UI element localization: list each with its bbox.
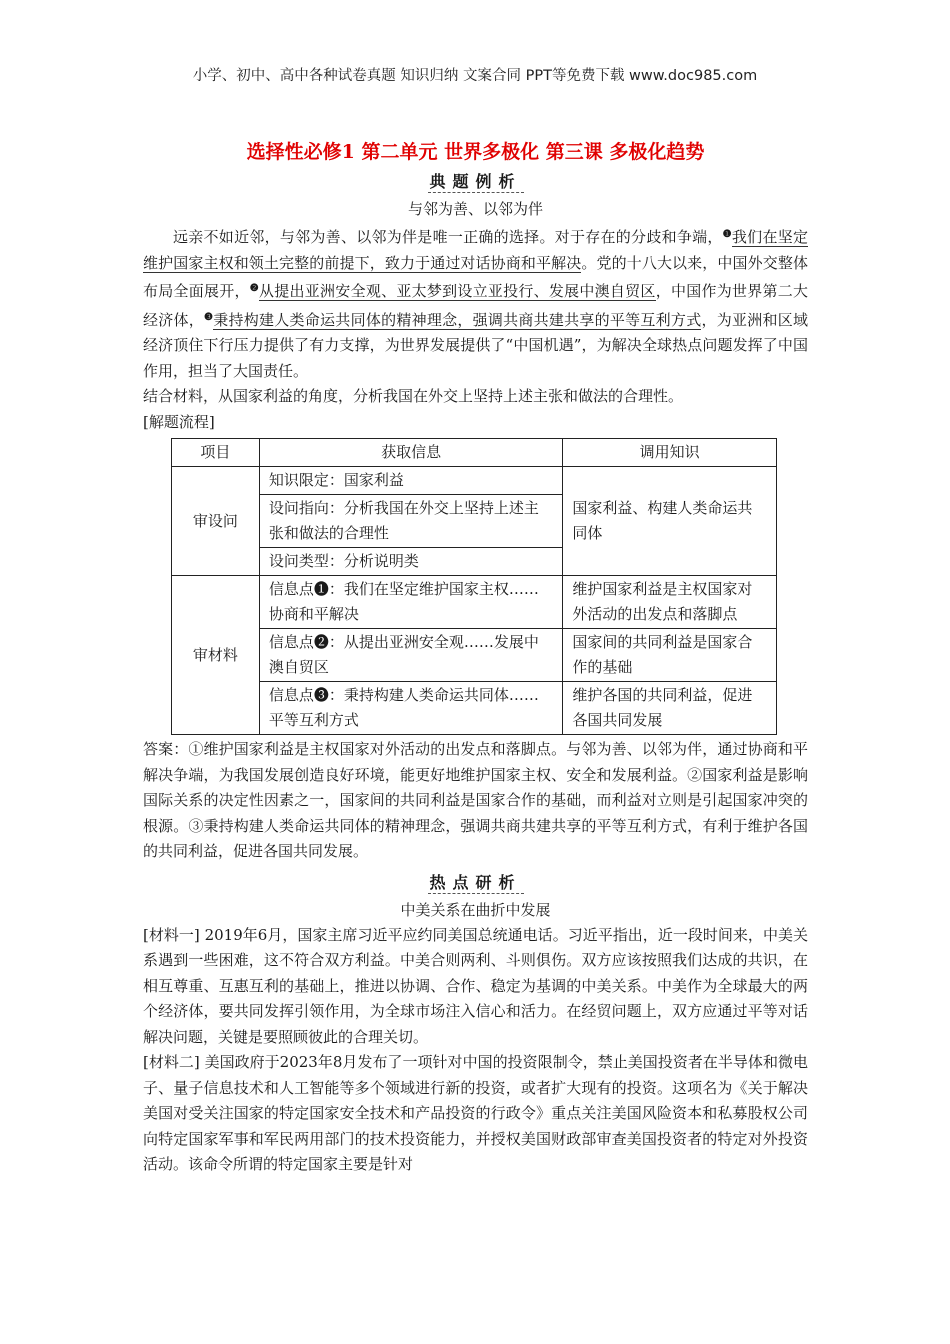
info-cell: 信息点❸：秉持构建人类命运共同体……平等互利方式 [259,682,562,735]
marker-2: ❷ [249,283,260,294]
knowledge-cell: 维护各国的共同利益，促进各国共同发展 [563,682,777,735]
material-one: [材料一] 2019年6月，国家主席习近平应约同美国总统通电话。习近平指出，近一段时间来，中美关系遇到一些困难，这不符合双方利益。中美合则两利、斗则俱伤。双方应该按照我们达成的共识，在相互尊重、互惠互利的基础上，推进以协调、合作、稳定为基调的中美关系。中美作为全球最大的两个经济体，要共同发挥引领作用，为全球市场注入信心和活力。在经贸问题上，双方应通过平等对话解决问题，关键是要照顾彼此的合理关切。 [143,925,808,1046]
answer-text: 答案：①维护国家利益是主权国家对外活动的出发点和落脚点。与邻为善、以邻为伴，通过协商和平解决争端，为我国发展创造良好环境，能更好地维护国家主权、安全和发展利益。②国家利益是影响国际关系的决定性因素之一，国家间的共同利益是国家合作的基础，而利益对立则是引起国家冲突的根源。③秉持构建人类命运共同体的精神理念，强调共商共建共享的平等互利方式，有利于维护各国的共同利益，促进各国共同发展。 [143,740,808,860]
document-body [143,138,808,1178]
material-text: 远亲不如近邻，与邻为善、以邻为伴是唯一正确的选择。对于存在的分歧和争端， [173,228,723,246]
underlined-point-3: 秉持构建人类命运共同体的精神理念，强调共商共建共享的平等互利方式 [213,310,702,329]
group-name-cell: 审材料 [172,576,260,735]
knowledge-cell: 维护国家利益是主权国家对外活动的出发点和落脚点 [563,576,777,629]
info-cell: 设问类型：分析说明类 [259,548,562,576]
table-row [172,682,777,735]
section-label-example: 典题例析 [416,170,536,194]
table-row [172,576,777,629]
table-row [172,629,777,682]
example-material [143,222,808,384]
table-row [172,467,777,495]
info-cell: 设问指向：分析我国在外交上坚持上述主张和做法的合理性 [259,495,562,548]
table-header-cell: 获取信息 [259,439,562,467]
marker-3: ❸ [204,311,214,323]
info-cell: 知识限定：国家利益 [259,467,562,495]
example-subtitle: 与邻为善、以邻为伴 [407,200,543,218]
marker-1: ❶ [722,229,732,240]
table-header-row [172,439,777,467]
knowledge-cell: 国家间的共同利益是国家合作的基础 [563,629,777,682]
hot-subtitle: 中美关系在曲折中发展 [400,900,551,919]
table-header-cell: 调用知识 [563,439,777,467]
info-cell: 信息点❷：从提出亚洲安全观……发展中澳自贸区 [259,629,562,682]
material-text: ，中国作为世界第二大经济体， [143,282,808,329]
page-title: 选择性必修1 第二单元 世界多极化 第三课 多极化趋势 [246,141,705,163]
material-two: [材料二] 美国政府于2023年8月发布了一项针对中国的投资限制令，禁止美国投资者在半导体和微电子、量子信息技术和人工智能等多个领域进行新的投资，或者扩大现有的投资。这项名为《关于解决美国对受关注国家的特定国家安全技术和产品投资的行政令》重点关注美国风险资本和私募股权公司向特定国家军事和军民两用部门的技术投资能力，并授权美国财政部审查美国投资者的特定对外投资活动。该命令所谓的特定国家主要是针对 [143,1053,808,1173]
underlined-point-2: 从提出亚洲安全观、亚太梦到设立亚投行、发展中澳自贸区 [259,282,656,300]
page-header: 小学、初中、高中各种试卷真题 知识归纳 文案合同 PPT等免费下载 www.doc985.com [192,68,758,84]
question-text: 结合材料，从国家利益的角度，分析我国在外交上坚持上述主张和做法的合理性。 [143,387,684,405]
solution-flow-table [171,438,777,735]
knowledge-cell: 国家利益、构建人类命运共同体 [563,467,777,576]
table-header-cell: 项目 [172,439,260,467]
underlined-point-1: 我们在坚定维护国家主权和领土完整的前提下，致力于通过对话协商和平解决 [143,228,808,272]
info-cell: 信息点❶：我们在坚定维护国家主权……协商和平解决 [259,576,562,629]
section-label-hot: 热点研析 [416,871,536,895]
material-text: ，为亚洲和区域经济顶住下行压力提供了有力支撑，为世界发展提供了“中国机遇”，为解决全球热点问题发挥了中国作用，担当了大国责任。 [143,310,808,380]
material-text: 。党的十八大以来，中国外交整体布局全面展开， [143,253,808,300]
group-name-cell: 审设问 [172,467,260,576]
flow-label: [解题流程] [143,412,215,431]
